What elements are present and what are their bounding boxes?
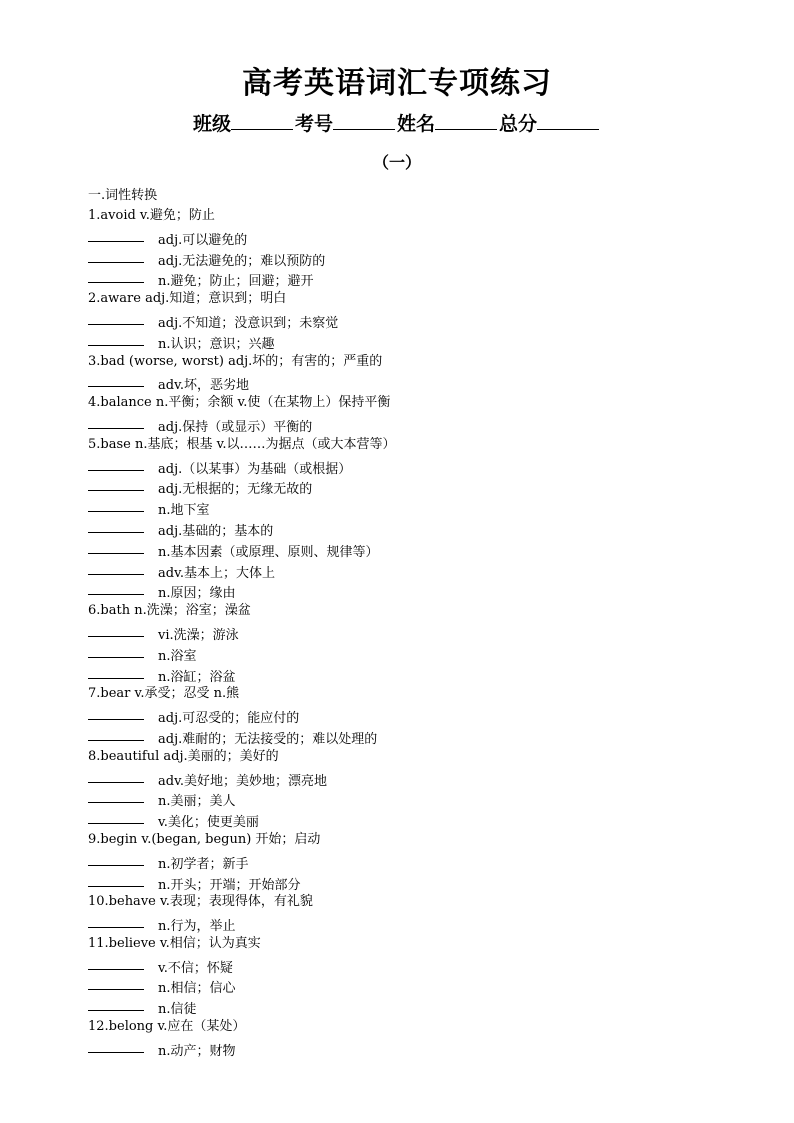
answer-line — [88, 705, 728, 726]
answer-blank — [88, 726, 144, 741]
answer-blank — [88, 414, 144, 429]
section-number: （一） — [372, 153, 421, 172]
headword-line — [88, 289, 728, 310]
answer-line — [88, 268, 728, 289]
answer-blank — [88, 331, 144, 346]
answer-line — [88, 768, 728, 789]
answer-line — [88, 518, 728, 539]
definition-text: adv.坏，恶劣地 — [158, 378, 250, 394]
definition-text: adv.美好地；美妙地；漂亮地 — [158, 773, 328, 789]
answer-line — [88, 643, 728, 664]
answer-line — [88, 726, 728, 747]
definition-text: n.原因；缘由 — [158, 586, 236, 602]
answer-line — [88, 622, 728, 643]
exercise-list — [88, 206, 728, 1059]
headword-text: 8.beautiful adj.美丽的；美好的 — [88, 748, 279, 764]
definition-text: n.行为，举止 — [158, 919, 236, 935]
definition-text: adj.（以某事）为基础（或根据） — [158, 461, 352, 477]
headword-line — [88, 747, 728, 768]
answer-blank — [88, 768, 144, 783]
answer-blank — [88, 622, 144, 637]
definition-text: n.认识；意识；兴趣 — [158, 336, 275, 352]
headword-text: 10.behave v.表现；表现得体，有礼貌 — [88, 894, 313, 910]
answer-blank — [88, 497, 144, 512]
definition-text: n.美丽；美人 — [158, 794, 236, 810]
answer-line — [88, 851, 728, 872]
definition-text: adj.难耐的；无法接受的；难以处理的 — [158, 731, 378, 747]
definition-text: vi.洗澡；游泳 — [158, 627, 239, 643]
headword-text: 4.balance n.平衡；余额 v.使（在某物上）保持平衡 — [88, 395, 391, 411]
headword-text: 6.bath n.洗澡；浴室；澡盆 — [88, 603, 251, 619]
definition-text: adj.基础的；基本的 — [158, 523, 274, 539]
headword-line — [88, 601, 728, 622]
name-blank — [435, 111, 497, 130]
headword-text: 9.begin v.(began, begun) 开始；启动 — [88, 831, 321, 847]
definition-text: n.开头；开端；开始部分 — [158, 877, 301, 893]
answer-line — [88, 975, 728, 996]
answer-line — [88, 227, 728, 248]
answer-blank — [88, 456, 144, 471]
definition-text: adj.无根据的；无缘无故的 — [158, 482, 313, 498]
definition-text: v.美化；使更美丽 — [158, 815, 259, 831]
answer-blank — [88, 643, 144, 658]
answer-line — [88, 996, 728, 1017]
answer-blank — [88, 788, 144, 803]
definition-text: n.信徒 — [158, 1002, 197, 1018]
answer-blank — [88, 705, 144, 720]
answer-blank — [88, 248, 144, 263]
answer-line — [88, 664, 728, 685]
answer-line — [88, 372, 728, 393]
headword-line — [88, 830, 728, 851]
score-label: 总分 — [499, 113, 538, 135]
definition-text: adj.可忍受的；能应付的 — [158, 711, 300, 727]
answer-blank — [88, 955, 144, 970]
definition-text: n.浴室 — [158, 648, 197, 664]
exam-number-label: 考号 — [294, 113, 333, 135]
headword-text: 11.believe v.相信；认为真实 — [88, 935, 261, 951]
definition-text: n.基本因素（或原理、原则、规律等） — [158, 544, 379, 560]
headword-line — [88, 684, 728, 705]
answer-line — [88, 248, 728, 269]
answer-line — [88, 310, 728, 331]
answer-blank — [88, 975, 144, 990]
definition-text: n.浴缸；浴盆 — [158, 669, 236, 685]
answer-line — [88, 872, 728, 893]
definition-text: n.避免；防止；回避；避开 — [158, 274, 314, 290]
answer-blank — [88, 560, 144, 575]
answer-line — [88, 580, 728, 601]
page-title: 高考英语词汇专项练习 — [242, 66, 552, 101]
answer-line — [88, 1038, 728, 1059]
answer-blank — [88, 996, 144, 1011]
class-label: 班级 — [192, 113, 231, 135]
exam-number-blank — [333, 111, 395, 130]
definition-text: n.初学者；新手 — [158, 856, 249, 872]
definition-text: adv.基本上；大体上 — [158, 565, 276, 581]
headword-line — [88, 934, 728, 955]
headword-line — [88, 393, 728, 414]
headword-line — [88, 206, 728, 227]
answer-blank — [88, 1038, 144, 1053]
answer-line — [88, 955, 728, 976]
answer-blank — [88, 476, 144, 491]
answer-blank — [88, 372, 144, 387]
answer-blank — [88, 851, 144, 866]
definition-text: n.动产；财物 — [158, 1043, 236, 1059]
headword-text: 12.belong v.应在（某处） — [88, 1019, 246, 1035]
answer-line — [88, 497, 728, 518]
headword-line — [88, 435, 728, 456]
answer-blank — [88, 268, 144, 283]
answer-blank — [88, 518, 144, 533]
answer-line — [88, 539, 728, 560]
answer-line — [88, 809, 728, 830]
definition-text: v.不信；怀疑 — [158, 960, 233, 976]
definition-text: adj.不知道；没意识到；未察觉 — [158, 315, 339, 331]
definition-text: n.相信；信心 — [158, 981, 236, 997]
headword-text: 7.bear v.承受；忍受 n.熊 — [88, 686, 240, 702]
student-info-line — [0, 109, 794, 136]
headword-line — [88, 892, 728, 913]
headword-text: 3.bad (worse, worst) adj.坏的；有害的；严重的 — [88, 353, 383, 369]
answer-blank — [88, 539, 144, 554]
answer-blank — [88, 913, 144, 928]
answer-line — [88, 476, 728, 497]
definition-text: adj.保持（或显示）平衡的 — [158, 419, 313, 435]
answer-blank — [88, 872, 144, 887]
headword-line — [88, 1017, 728, 1038]
score-blank — [537, 111, 599, 130]
answer-line — [88, 913, 728, 934]
section-heading: 一.词性转换 — [88, 188, 158, 203]
definition-text: n.地下室 — [158, 503, 210, 519]
answer-blank — [88, 809, 144, 824]
headword-line — [88, 352, 728, 373]
headword-text: 2.aware adj.知道；意识到；明白 — [88, 291, 287, 307]
headword-text: 5.base n.基底；根基 v.以……为据点（或大本营等） — [88, 436, 396, 452]
headword-text: 1.avoid v.避免；防止 — [88, 208, 215, 223]
answer-blank — [88, 580, 144, 595]
answer-blank — [88, 664, 144, 679]
definition-text: adj.可以避免的 — [158, 232, 248, 248]
answer-line — [88, 456, 728, 477]
answer-line — [88, 331, 728, 352]
answer-line — [88, 560, 728, 581]
answer-line — [88, 414, 728, 435]
answer-blank — [88, 227, 144, 242]
answer-line — [88, 788, 728, 809]
answer-blank — [88, 310, 144, 325]
definition-text: adj.无法避免的；难以预防的 — [158, 253, 326, 269]
name-label: 姓名 — [397, 113, 436, 135]
class-blank — [231, 111, 293, 130]
